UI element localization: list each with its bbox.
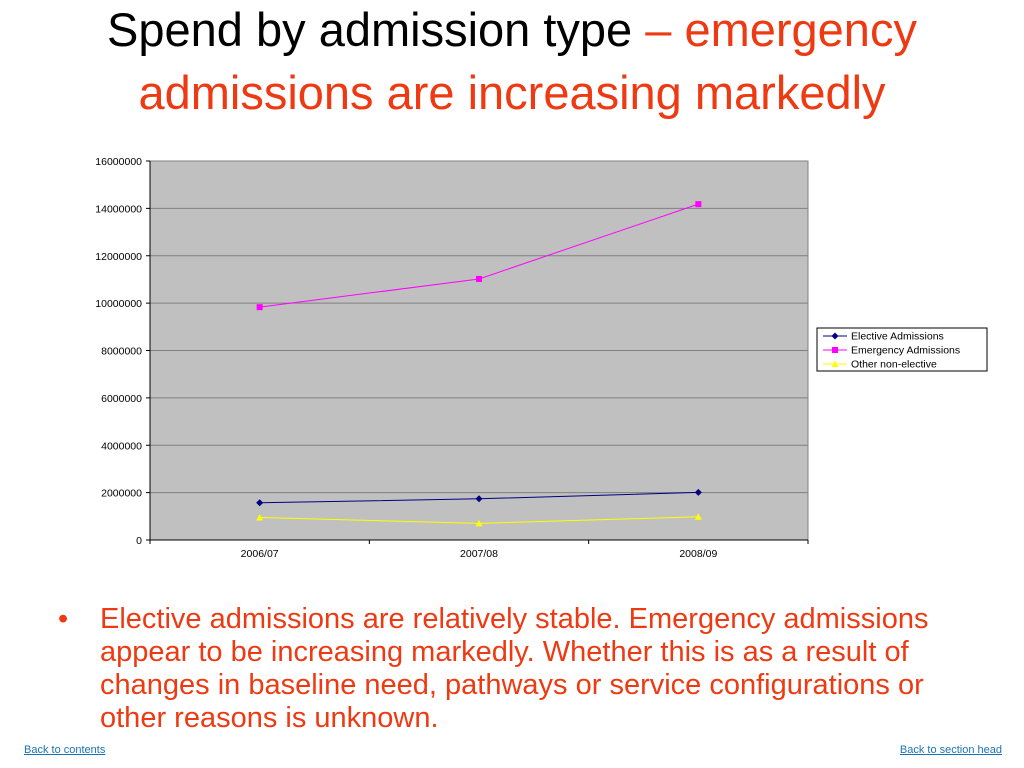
- slide-title: [0, 0, 1024, 124]
- slide-title-main: Spend by admission type: [107, 3, 633, 56]
- y-tick-label: 4000000: [101, 440, 142, 453]
- x-tick-label: 2007/08: [460, 548, 498, 560]
- y-tick-label: 10000000: [95, 298, 142, 311]
- legend-label: Other non-elective: [851, 358, 937, 371]
- back-to-section-head-link[interactable]: Back to section head: [899, 744, 1002, 756]
- legend-label: Elective Admissions: [851, 330, 944, 343]
- x-tick-label: 2006/07: [240, 548, 279, 560]
- bullet-symbol: •: [58, 603, 69, 635]
- x-axis-ticks: [150, 540, 808, 560]
- data-point: [257, 304, 263, 310]
- data-point: [695, 201, 701, 207]
- legend-marker: [832, 347, 838, 353]
- y-tick-label: 14000000: [95, 203, 142, 216]
- bullet-point: [58, 603, 938, 735]
- y-axis-ticks: [95, 156, 150, 547]
- y-tick-label: 6000000: [101, 392, 142, 405]
- back-to-contents-link[interactable]: Back to contents: [24, 744, 106, 756]
- legend-label: Emergency Admissions: [851, 344, 961, 357]
- x-tick-label: 2008/09: [679, 548, 718, 560]
- y-tick-label: 0: [136, 535, 142, 547]
- line-chart: [0, 150, 1024, 570]
- plot-area: [150, 161, 808, 540]
- y-tick-label: 8000000: [101, 345, 142, 358]
- data-point: [476, 276, 482, 282]
- slide-title-accent: – emergency admissions are increasing markedly: [138, 3, 917, 119]
- y-tick-label: 16000000: [95, 156, 142, 168]
- bullet-text: Elective admissions are relatively stable. Emergency admissions appear to be increasing markedly. Whether this is as a result of changes in baseline need, pathways or service configurations or other reasons is unknown.: [100, 603, 929, 734]
- y-tick-label: 2000000: [101, 487, 142, 500]
- y-tick-label: 12000000: [95, 250, 142, 263]
- legend: [817, 328, 987, 371]
